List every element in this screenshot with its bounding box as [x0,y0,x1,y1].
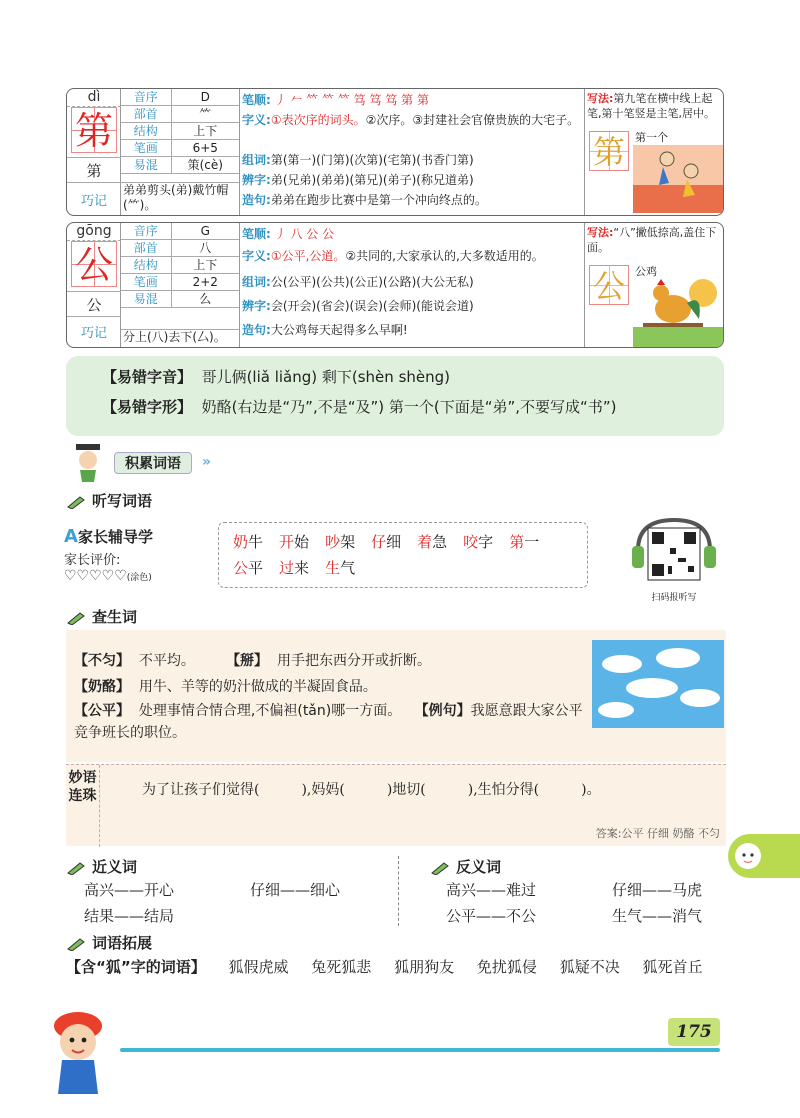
race-illustration [633,129,723,213]
words-text: 公(公平)(公共)(公正)(公路)(大公无私) [270,275,474,289]
fox-words-line [66,956,703,977]
sentence-label: 造句: [242,193,271,207]
tip-label: 巧记 [80,194,107,209]
qr-code-icon[interactable] [632,516,716,586]
attr-value: G [171,223,239,240]
attr-key: 笔画 [121,274,171,291]
antonym-title: 反义词 [456,858,502,876]
glossary-line-1 [74,650,431,672]
char-detail-column [239,89,585,215]
dictation-word-char-b: 始 [294,533,310,551]
glossary-def: 用手把东西分开或折断。 [276,653,431,669]
dictation-word-char-a: 公 [233,559,249,577]
dictation-word-char-b: 牛 [248,533,264,551]
xiefa [587,91,723,121]
parent-tutor-title: A家长辅导学 [64,526,153,547]
pencil-icon [66,937,86,951]
char-pinyin: gōng [67,223,121,241]
dictation-header [66,490,152,511]
dictation-word-char-a: 生 [325,559,341,577]
grid-char: 公 [589,265,629,305]
double-chevron-icon: » [202,454,212,470]
dictation-word-char-a: 仔 [371,533,387,551]
sentence-label: 造句: [242,323,271,337]
glossary-line-3 [74,700,584,744]
dictation-word-char-b: 来 [294,559,310,577]
char-info-column [67,89,121,215]
fox-word: 狐疑不决 [559,958,620,976]
dictation-word [325,533,355,551]
dictation-word-box [218,522,588,588]
char-info-column [67,223,121,347]
words-row [242,151,582,169]
char-card-di [66,88,724,216]
synonym-header [66,856,137,877]
hearts-note: (涂色) [126,573,152,583]
dictation-word [279,559,309,577]
rooster-illustration [633,263,723,347]
pic-label: 第一个 [635,131,668,144]
expansion-title: 词语拓展 [92,934,153,952]
writing-column [585,223,724,347]
char-attr-table [121,89,239,174]
dictation-word-char-b: 字 [478,533,494,551]
expansion-header [66,932,152,953]
glossary-term: 【不匀】 [74,653,130,669]
attr-key: 部首 [121,240,171,257]
grid-char: 第 [589,131,629,171]
dictation-word-char-a: 奶 [233,533,249,551]
antonym-pair: 生气——消气 [612,907,703,925]
synonym-pair: 结果——结局 [84,907,175,925]
dictation-word-char-a: 开 [279,533,295,551]
bianzi-label: 辨字: [242,173,271,187]
attr-key: 笔画 [121,140,171,157]
char-attr-table [121,223,239,308]
char-detail-column [239,223,585,347]
glossary-line-2 [74,676,377,698]
footer-line [120,1048,720,1052]
pic-label: 公鸡 [635,265,657,278]
attr-value: 2+2 [171,274,239,291]
error-shape-label: 【易错字形】 [102,398,193,416]
stroke-label: 笔顺: [242,93,271,107]
words-label: 组词: [242,153,271,167]
parent-tutor-block [64,526,214,584]
stroke-row [242,91,582,109]
tip-text: 弟弟剪头(弟)戴竹帽(⺮)。 [121,182,239,213]
stroke-label: 笔顺: [242,227,271,241]
sheep-icon [732,840,764,872]
char-small: 第 [67,157,121,183]
glossary-term: 【奶酪】 [74,679,130,695]
synonym-pair: 高兴——开心 [84,881,175,899]
attr-value: 上下 [171,257,239,274]
attr-value: 策(cè) [171,157,239,174]
dictation-word-char-a: 第 [509,533,525,551]
side-tab [728,834,800,878]
hearts-row[interactable] [64,568,214,584]
graduate-boy-icon [66,442,110,482]
sentence-row [242,191,582,209]
pencil-icon [66,861,86,875]
words-text: 第(第一)(门第)(次第)(宅第)(书香门第) [270,153,474,167]
dictation-word-char-b: 一 [524,533,540,551]
example-text: 我愿意跟大家公平竞争班长的职位。 [74,703,583,741]
xiefa-label: 写法: [587,226,614,239]
attr-key: 易混 [121,291,171,308]
attr-key: 结构 [121,123,171,140]
synonym-title: 近义词 [92,858,138,876]
glossary-def: 不平均。 [138,653,195,669]
qr-block[interactable] [632,516,716,603]
bianzi-text: 会(开会)(省会)(误会)(会师)(能说会道) [270,299,474,313]
meaning-label: 字义: [242,249,271,263]
attr-value: 上下 [171,123,239,140]
char-big: 第 [71,107,117,153]
sentence-row [242,321,582,339]
meaning-row [242,111,582,129]
dictation-word [233,559,263,577]
accumulate-title: 积累词语 [114,452,192,474]
dictation-word-char-a: 着 [417,533,433,551]
attr-value: 6+5 [171,140,239,157]
glossary-def: 用牛、羊等的奶汁做成的半凝固食品。 [138,679,377,695]
vocab-lookup-title: 查生词 [92,608,138,626]
dictation-word [325,559,355,577]
fox-word: 免扰狐侵 [476,958,537,976]
sentence-text: 大公鸡每天起得多么早啊! [270,323,408,337]
page-number: 175 [668,1018,720,1046]
dictation-word-char-a: 咬 [463,533,479,551]
meaning-2: ②次序。③封建社会官僚贵族的大宅子。 [365,113,580,127]
meaning-1: ①公平,公道。 [270,249,346,263]
glossary-term: 【掰】 [226,653,269,669]
parent-eval-label: 家长评价: [64,553,121,568]
char-small: 公 [67,291,121,317]
dictation-word-char-b: 急 [432,533,448,551]
stroke-row [242,225,582,243]
fill-blank-box [66,764,726,846]
fill-blank-answer: 答案:公平 仔细 奶酪 不匀 [595,827,720,840]
dictation-word [417,533,447,551]
dictation-word-char-b: 细 [386,533,402,551]
words-label: 组词: [242,275,271,289]
glossary-def: 处理事情合情合理,不偏袒(tǎn)哪一方面。 [138,703,402,719]
meaning-2: ②共同的,大家承认的,大多数适用的。 [345,249,544,263]
xiefa-text: 第九笔在横中线上起笔,第十笔竖是主笔,居中。 [587,92,715,120]
antonym-header [430,856,501,877]
clouds-illustration [592,640,724,728]
bianzi-row [242,171,582,189]
attr-value: ⺮ [171,106,239,123]
attr-value: D [171,89,239,106]
dictation-word-char-b: 架 [340,533,356,551]
dictation-word [371,533,401,551]
meaning-label: 字义: [242,113,271,127]
attr-key: 部首 [121,106,171,123]
error-prone-box [66,356,724,436]
example-label: 【例句】 [414,703,471,719]
dictation-word-char-b: 平 [248,559,264,577]
char-pinyin: dì [67,89,121,107]
fox-word: 狐朋狗友 [394,958,455,976]
dictation-word [463,533,493,551]
divider [398,856,399,926]
pencil-icon [66,495,86,509]
fill-blank-label: 妙语连珠 [66,765,100,847]
char-card-gong [66,222,724,348]
writing-column [585,89,724,215]
a-logo-icon: A [64,526,78,547]
error-shape-line [102,396,616,418]
pencil-icon [66,611,86,625]
dictation-word [509,533,539,551]
attr-key: 音序 [121,89,171,106]
mascot-icon [40,1000,116,1096]
fox-words-label: 【含“狐”字的词语】 [66,958,206,976]
dictation-word-char-a: 吵 [325,533,341,551]
tip-text: 分上(八)去下(厶)。 [121,329,239,345]
dictation-word-char-b: 气 [340,559,356,577]
tip-label: 巧记 [80,326,107,341]
fill-blank-sentence: 为了让孩子们觉得( ),妈妈( )地切( ),生怕分得( )。 [142,782,601,798]
dictation-title: 听写词语 [92,492,153,510]
xiefa-label: 写法: [587,92,614,105]
attr-value: 么 [171,291,239,308]
stroke-order: 丿 𠂉 𥫗 𥫗 𥫗 笃 笃 笃 第 第 [274,93,429,107]
error-sound-text: 哥儿俩(liǎ liǎng) 剩下(shèn shèng) [201,368,450,386]
xiefa [587,225,723,255]
sentence-text: 弟弟在跑步比赛中是第一个冲向终点的。 [270,193,487,207]
fox-word: 狐假虎威 [228,958,289,976]
accumulate-section-header [66,440,226,480]
stroke-order: 丿 八 公 公 [274,227,335,241]
error-sound-label: 【易错字音】 [102,368,193,386]
dictation-word-char-a: 过 [279,559,295,577]
vocab-lookup-header [66,606,137,627]
bianzi-row [242,297,582,315]
synonym-pair: 仔细——细心 [250,881,341,899]
antonym-pair: 仔细——马虎 [612,881,703,899]
error-shape-text: 奶酪(右边是“乃”,不是“及”) 第一个(下面是“弟”,不要写成“书”) [201,398,617,416]
bianzi-text: 弟(兄弟)(弟弟)(第兄)(弟子)(称兄道弟) [270,173,474,187]
dictation-word [233,533,263,551]
attr-key: 音序 [121,223,171,240]
error-sound-line [102,366,450,388]
antonym-pair: 公平——不公 [446,907,537,925]
glossary-term: 【公平】 [74,703,130,719]
bianzi-label: 辨字: [242,299,271,313]
fox-word: 狐死首丘 [642,958,703,976]
attr-key: 易混 [121,157,171,174]
meaning-row [242,247,582,265]
dictation-word [279,533,309,551]
xiefa-text: “八”撇低捺高,盖住下面。 [587,226,717,254]
pencil-icon [430,861,450,875]
attr-value: 八 [171,240,239,257]
qr-caption: 扫码报听写 [651,593,697,603]
attr-key: 结构 [121,257,171,274]
hearts[interactable]: ♡♡♡♡♡ [64,568,127,584]
words-row [242,273,582,291]
antonym-pair: 高兴——难过 [446,881,537,899]
glossary-box [66,630,726,762]
fox-word: 兔死狐悲 [311,958,372,976]
char-big: 公 [71,241,117,287]
meaning-1: ①表次序的词头。 [270,113,366,127]
